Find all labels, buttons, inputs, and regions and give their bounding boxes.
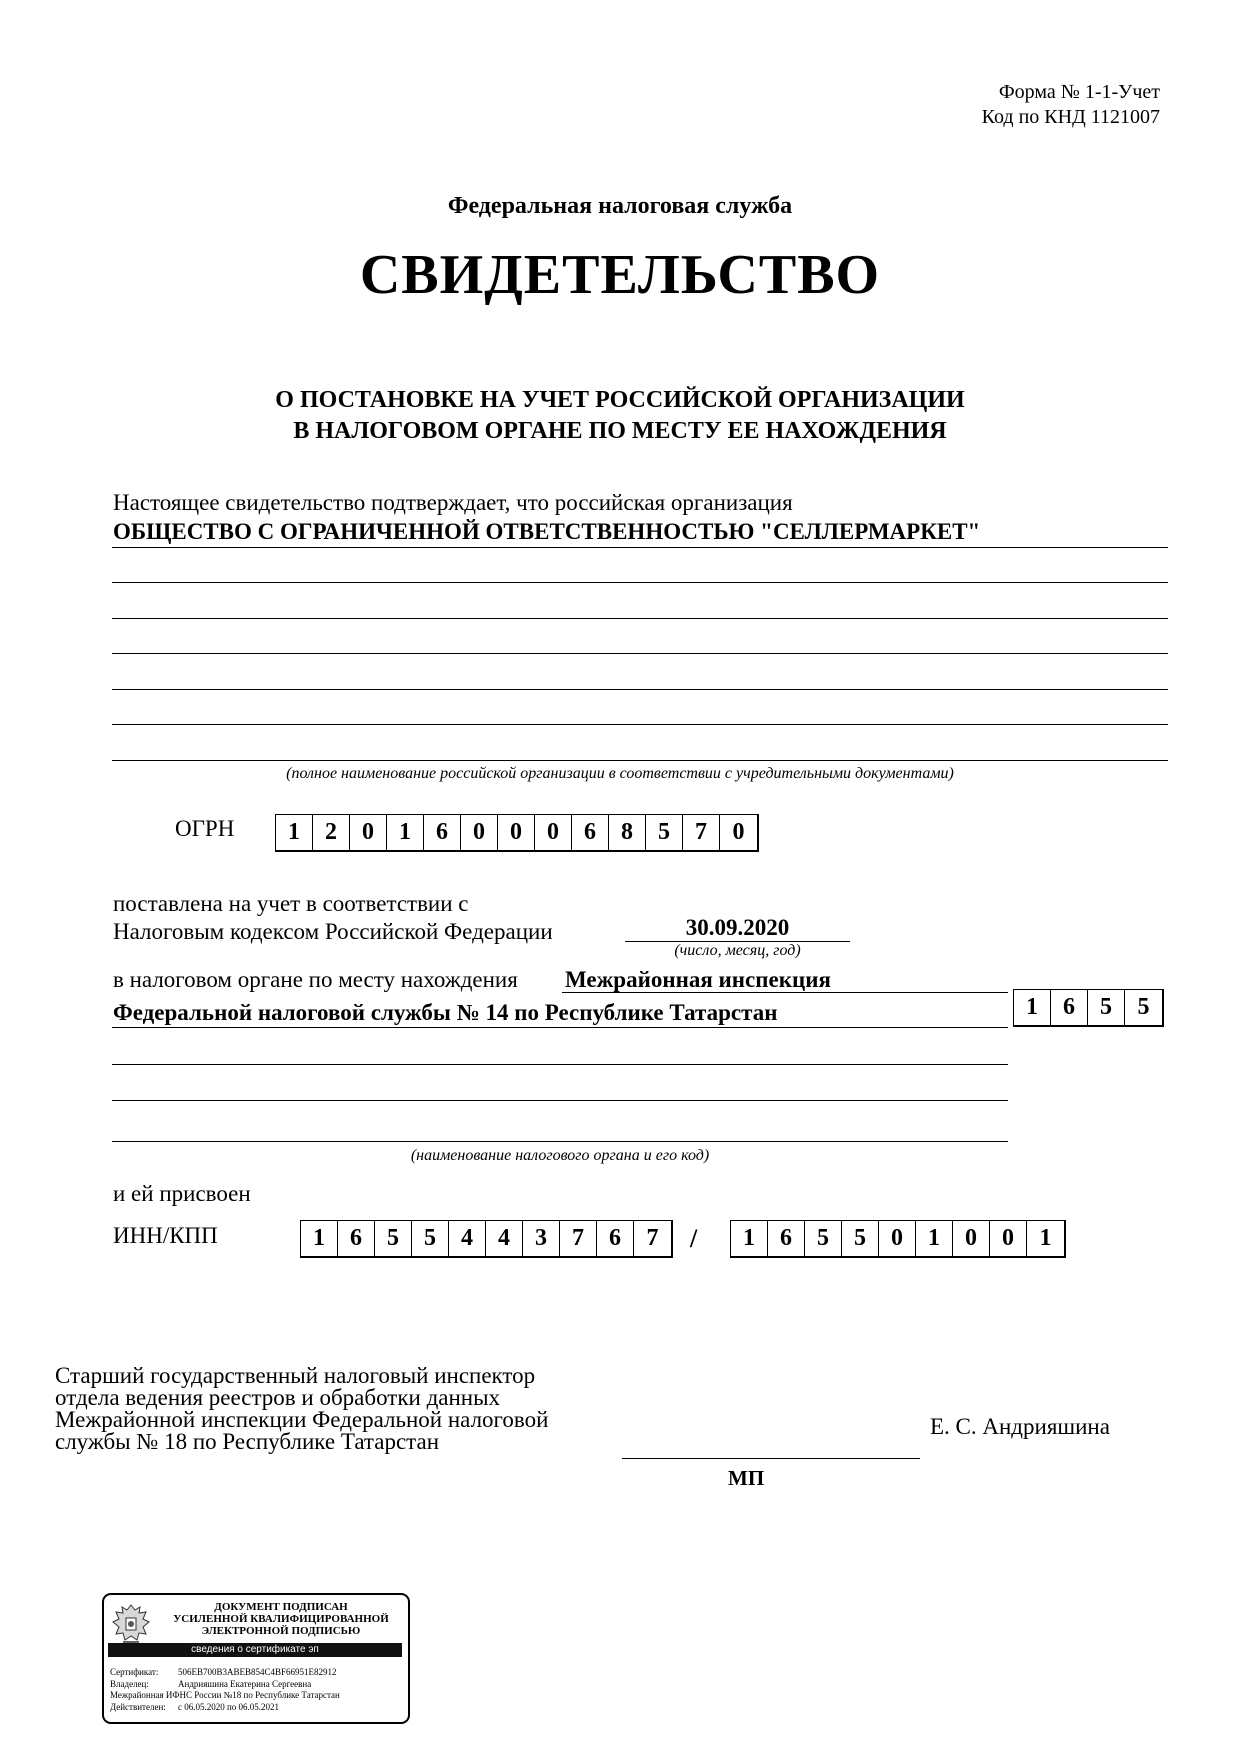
inn-kpp-separator: / (690, 1224, 698, 1253)
assigned-text: и ей присвоен (113, 1181, 251, 1206)
signatory-position-line-2: отдела ведения реестров и обработки данных (55, 1385, 501, 1410)
tax-authority-line-2 (112, 1027, 1008, 1028)
ogrn-digit: 1 (276, 815, 313, 850)
stamp-row-organization (110, 1690, 340, 1702)
inn-digit: 7 (560, 1221, 597, 1256)
tax-authority-line-5 (112, 1141, 1008, 1142)
ogrn-digit: 0 (732, 819, 745, 845)
registration-date: 30.09.2020 (685, 915, 790, 940)
form-meta (982, 80, 1160, 130)
stamp-title-line-3: ЭЛЕКТРОННОЙ ПОДПИСЬЮ (201, 1625, 361, 1637)
registration-line-2: Налоговым кодексом Российской Федерации (113, 919, 553, 944)
signatory-position (55, 1365, 548, 1453)
organization-name: ОБЩЕСТВО С ОГРАНИЧЕННОЙ ОТВЕТСТВЕННОСТЬЮ "СЕЛЛЕРМАРКЕТ" (113, 519, 981, 544)
stamp-row-value: 506EB700B3ABEB854C4BF66951E82912 (178, 1667, 337, 1677)
ogrn-digit: 1 (387, 815, 424, 850)
organization-line-7 (112, 760, 1168, 761)
kpp-digit: 0 (953, 1221, 990, 1256)
kpp-digit: 1 (1039, 1225, 1052, 1251)
stamp-row-validity (110, 1702, 340, 1714)
service-name: Федеральная налоговая служба (447, 193, 793, 219)
tax-authority-code-digit: 1 (1014, 990, 1051, 1025)
stamp-title-line-2: УСИЛЕННОЙ КВАЛИФИЦИРОВАННОЙ (173, 1613, 389, 1625)
form-number: Форма № 1-1-Учет (998, 81, 1160, 103)
inn-digit: 5 (412, 1221, 449, 1256)
registration-date-caption: (число, месяц, год) (674, 942, 801, 959)
inn-digit: 1 (301, 1221, 338, 1256)
inn-digit: 4 (486, 1221, 523, 1256)
stamp-row-label: Владелец: (110, 1678, 149, 1689)
tax-authority-code-digit: 5 (1088, 990, 1125, 1025)
organization-line-4 (112, 653, 1168, 654)
ogrn-digit: 0 (498, 815, 535, 850)
kpp-digit: 1 (916, 1221, 953, 1256)
kpp-digit: 5 (842, 1221, 879, 1256)
stamp-title-line-1: ДОКУМЕНТ ПОДПИСАН (214, 1601, 348, 1613)
tax-authority-line-4 (112, 1100, 1008, 1101)
stamp-heading (160, 1601, 402, 1637)
signatory-name: Е. С. Андрияшина (930, 1414, 1110, 1439)
stamp-row-value: Межрайонная ИФНС России №18 по Республике Татарстан (110, 1690, 340, 1700)
ogrn-cells (275, 814, 759, 852)
inn-digit: 6 (597, 1221, 634, 1256)
tax-authority-name-line-2: Федеральной налоговой службы № 14 по Республике Татарстан (113, 1000, 778, 1025)
tax-authority-caption: (наименование налогового органа и его код) (410, 1147, 710, 1164)
stamp-row-label: Действителен: (110, 1701, 166, 1712)
stamp-row-certificate (110, 1667, 340, 1679)
inn-digit: 5 (375, 1221, 412, 1256)
organization-line-2 (112, 582, 1168, 583)
signatory-position-line-4: службы № 18 по Республике Татарстан (55, 1429, 440, 1454)
subtitle-line-1: О ПОСТАНОВКЕ НА УЧЕТ РОССИЙСКОЙ ОРГАНИЗАЦИИ (275, 387, 965, 413)
organization-line-5 (112, 689, 1168, 690)
stamp-row-label: Сертификат: (110, 1667, 159, 1677)
stamp-row-value: Андрияшина Екатерина Сергеевна (178, 1678, 312, 1689)
registration-line-1: поставлена на учет в соответствии с (113, 891, 469, 916)
organization-line-3 (112, 618, 1168, 619)
ogrn-digit: 0 (535, 815, 572, 850)
ogrn-digit: 6 (424, 815, 461, 850)
stamp-details (110, 1667, 340, 1713)
kpp-digit: 1 (731, 1221, 768, 1256)
tax-authority-prefix: в налоговом органе по месту нахождения (113, 967, 518, 992)
ogrn-digit: 7 (683, 815, 720, 850)
tax-authority-code-cells (1013, 989, 1164, 1027)
organization-line-6 (112, 724, 1168, 725)
organization-line-1 (112, 547, 1168, 548)
document-subtitle (0, 385, 1240, 447)
inn-digit: 3 (523, 1221, 560, 1256)
document-title: СВИДЕТЕЛЬСТВО (359, 244, 881, 306)
intro-text: Настоящее свидетельство подтверждает, что российская организация (113, 490, 793, 515)
inn-digit: 7 (646, 1225, 659, 1251)
tax-authority-code-digit: 6 (1051, 990, 1088, 1025)
ogrn-digit: 0 (461, 815, 498, 850)
ogrn-digit: 2 (313, 815, 350, 850)
subtitle-line-2: В НАЛОГОВОМ ОРГАНЕ ПО МЕСТУ ЕЕ НАХОЖДЕНИЯ (293, 418, 947, 444)
ogrn-digit: 8 (609, 815, 646, 850)
organization-caption: (полное наименование российской организации в соответствии с учредительными документами) (286, 765, 954, 782)
inn-kpp-label: ИНН/КПП (113, 1223, 218, 1248)
ogrn-digit: 0 (350, 815, 387, 850)
signatory-position-line-1: Старший государственный налоговый инспектор (55, 1363, 536, 1388)
tax-authority-name-line-1: Межрайонная инспекция (565, 967, 831, 992)
signature-line (622, 1458, 920, 1459)
tax-authority-code-digit: 5 (1137, 994, 1150, 1020)
tax-authority-line-3 (112, 1064, 1008, 1065)
kpp-digit: 0 (990, 1221, 1027, 1256)
stamp-row-value: с 06.05.2020 по 06.05.2021 (178, 1701, 280, 1712)
inn-digit: 4 (449, 1221, 486, 1256)
kpp-digit: 5 (805, 1221, 842, 1256)
kpp-cells (730, 1220, 1066, 1258)
kpp-digit: 0 (879, 1221, 916, 1256)
knd-code: Код по КНД 1121007 (981, 106, 1160, 128)
stamp-certificate-bar: сведения о сертификате эп (108, 1643, 402, 1657)
ogrn-digit: 6 (572, 815, 609, 850)
inn-cells (300, 1220, 673, 1258)
inn-digit: 6 (338, 1221, 375, 1256)
stamp-row-owner (110, 1679, 340, 1691)
kpp-digit: 6 (768, 1221, 805, 1256)
e-signature-stamp (102, 1593, 410, 1724)
ogrn-digit: 5 (646, 815, 683, 850)
signatory-position-line-3: Межрайонной инспекции Федеральной налоговой (55, 1407, 549, 1432)
ogrn-label: ОГРН (175, 816, 235, 841)
seal-label: МП (728, 1466, 765, 1490)
tax-authority-line-1 (562, 992, 1008, 993)
